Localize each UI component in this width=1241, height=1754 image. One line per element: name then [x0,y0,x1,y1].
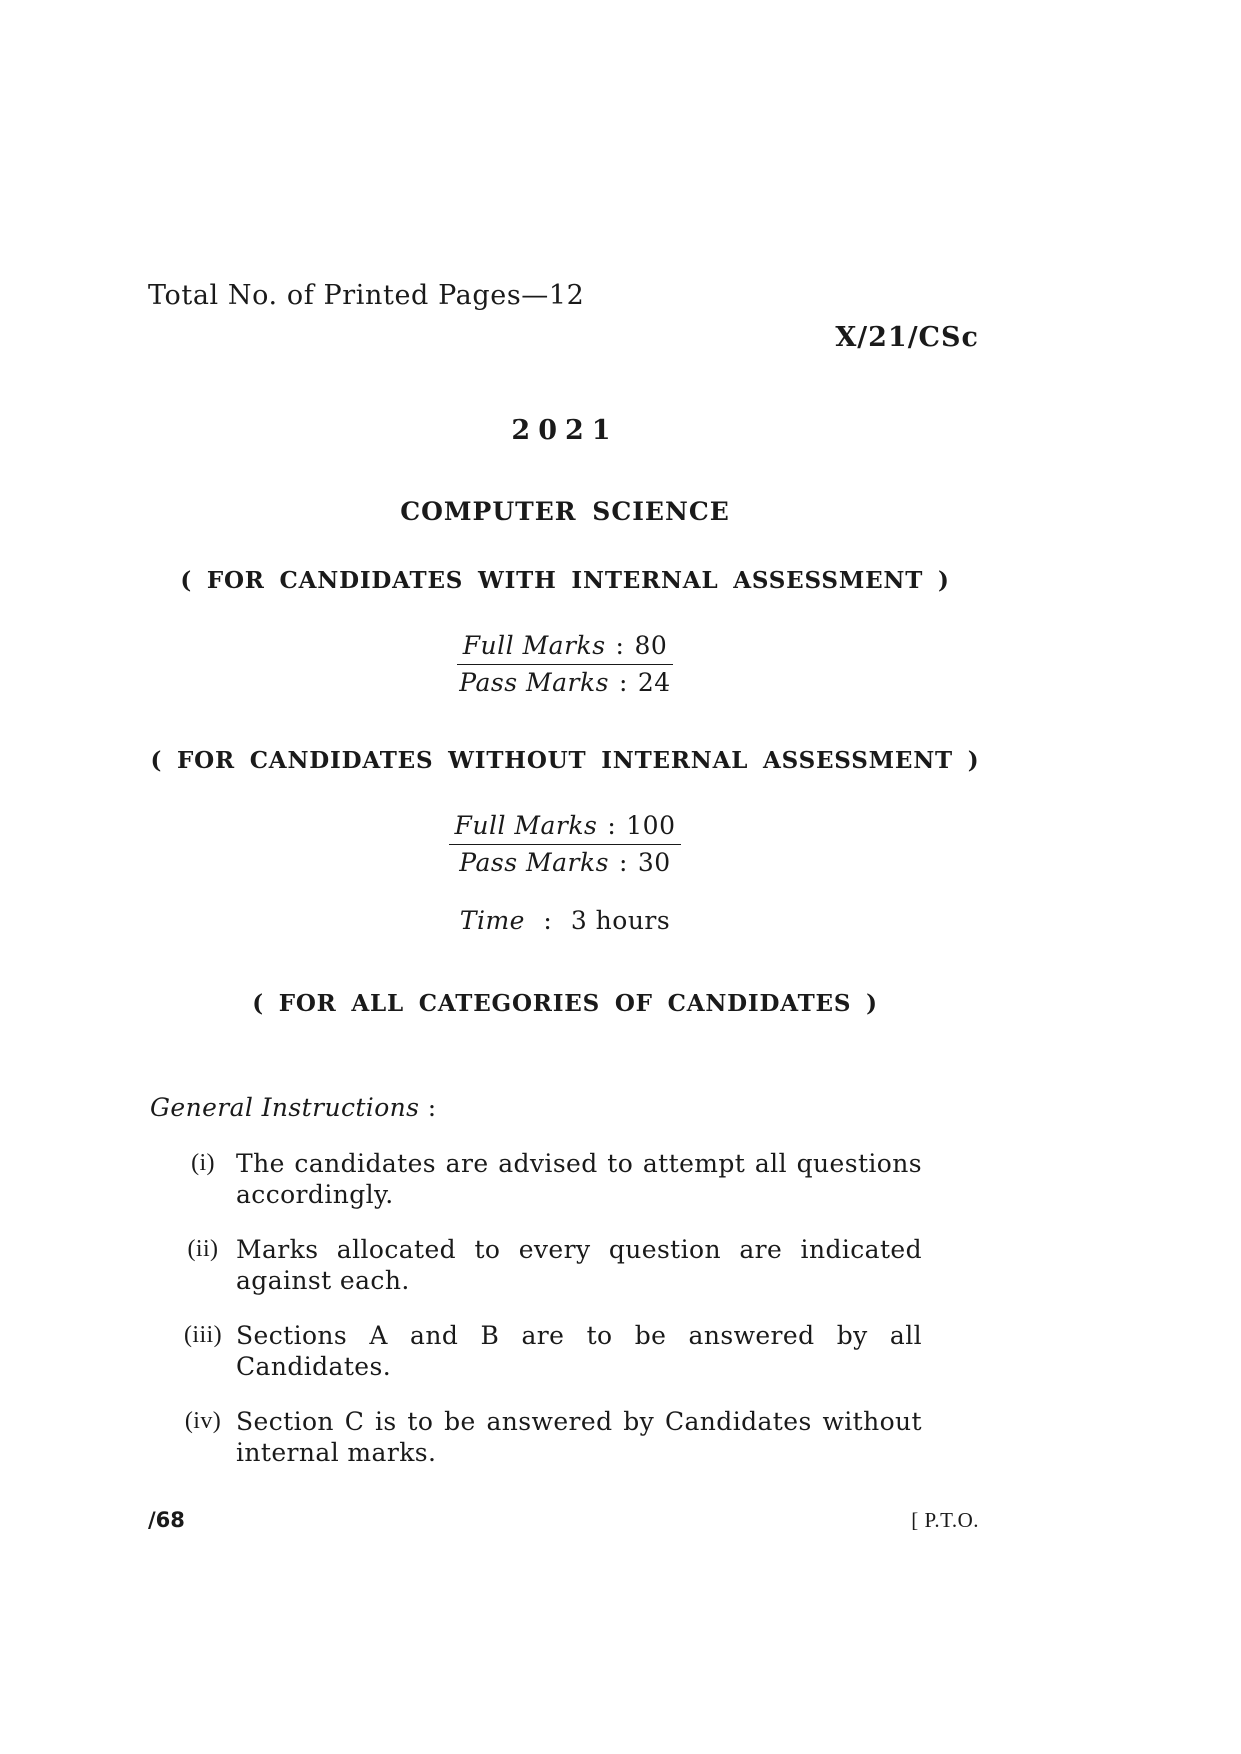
without-ia-heading: ( FOR CANDIDATES WITHOUT INTERNAL ASSESSMENT ) [150,747,980,774]
list-item [170,1406,922,1468]
pass-marks-label: Pass Marks [459,668,609,697]
pass-marks-line: Pass Marks : 30 [459,845,670,881]
time-label: Time [459,906,525,935]
instruction-number: (iii) [184,1322,222,1348]
instruction-text: Section C is to be answered by Candidates without internal marks. [236,1407,922,1467]
instruction-number: (iv) [184,1408,222,1434]
paper-code: X/21/CSc [835,322,979,353]
exam-time: Time : 3 hours [459,906,671,935]
with-ia-heading: ( FOR CANDIDATES WITH INTERNAL ASSESSMENT ) [180,567,950,594]
full-marks-value: 80 [634,631,668,660]
printed-pages-count: Total No. of Printed Pages—12 [148,280,585,311]
full-marks-line: Full Marks : 80 [457,628,674,665]
general-instructions-heading: General Instructions : [150,1093,437,1122]
without-ia-marks [0,808,1130,881]
pass-marks-label: Pass Marks [459,848,609,877]
pass-marks-line: Pass Marks : 24 [459,665,670,701]
general-instructions-label: General Instructions [150,1093,420,1122]
pass-marks-value: 24 [637,668,671,697]
instruction-text: The candidates are advised to attempt all questions accordingly. [236,1149,922,1209]
time-value: 3 hours [570,906,671,935]
subject-title: COMPUTER SCIENCE [400,497,730,526]
list-item [170,1234,922,1296]
instructions-list [170,1148,922,1492]
pto-marker: [ P.T.O. [911,1508,979,1532]
full-marks-value: 100 [626,811,676,840]
instruction-number: (ii) [187,1236,219,1262]
instruction-text: Marks allocated to every question are indicated against each. [236,1235,922,1295]
full-marks-label: Full Marks [462,631,606,660]
instruction-number: (i) [191,1150,215,1176]
instruction-text: Sections A and B are to be answered by all Candidates. [236,1321,922,1381]
full-marks-label: Full Marks [454,811,598,840]
pass-marks-value: 30 [637,848,671,877]
exam-year: 2021 [511,415,619,446]
full-marks-line: Full Marks : 100 [449,808,682,845]
list-item [170,1320,922,1382]
all-categories-heading: ( FOR ALL CATEGORIES OF CANDIDATES ) [252,990,878,1017]
list-item [170,1148,922,1210]
page-code: /68 [148,1508,185,1532]
with-ia-marks [0,628,1130,701]
